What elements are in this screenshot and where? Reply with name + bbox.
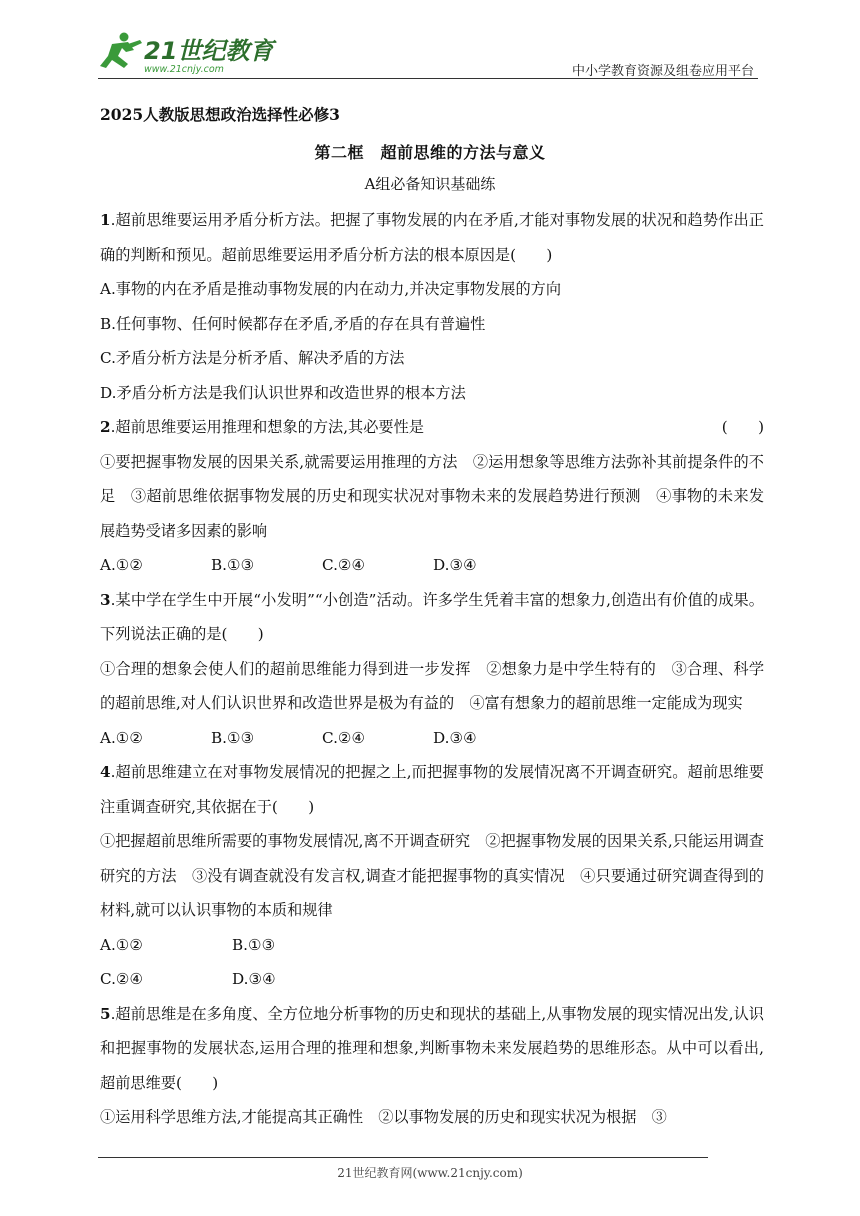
svg-text:21世纪教育: 21世纪教育 <box>144 37 274 65</box>
question-text: .超前思维要运用推理和想象的方法,其必要性是 <box>110 418 424 436</box>
option-a: A.事物的内在矛盾是推动事物发展的内在动力,并决定事物发展的方向 <box>100 280 562 298</box>
option-d: D.矛盾分析方法是我们认识世界和改造世界的根本方法 <box>100 383 466 402</box>
choice-row <box>100 721 764 756</box>
question-number: 1 <box>100 211 111 229</box>
page-header <box>98 30 758 80</box>
option-b: B.任何事物、任何时候都存在矛盾,矛盾的存在具有普遍性 <box>100 314 486 333</box>
choice-d: D.③④ <box>232 970 276 988</box>
choice-row <box>100 928 764 963</box>
question-text: .超前思维建立在对事物发展情况的把握之上,而把握事物的发展情况离不开调查研究。超前思维要注重调查研究,其依据在于( ) <box>100 763 764 816</box>
choice-c: C.②④ <box>322 728 366 747</box>
statement-items: ①要把握事物发展的因果关系,就需要运用推理的方法 ②运用想象等思维方法弥补其前提条件的不足 ③超前思维依据事物发展的历史和现实状况对事物未来的发展趋势进行预测 ④事物的未来发展趋势受诸多因素的影响 <box>100 452 764 540</box>
document-title: 2025人教版思想政治选择性必修3 <box>100 105 340 124</box>
header-divider <box>98 78 758 79</box>
logo-21cnjy <box>98 30 278 76</box>
footer-divider <box>98 1157 708 1158</box>
choice-d: D.③④ <box>433 728 477 747</box>
group-title: A组必备知识基础练 <box>364 175 496 193</box>
question-number: 2 <box>100 418 111 436</box>
question-number: 3 <box>100 590 111 609</box>
choice-b: B.①③ <box>211 728 255 747</box>
choice-a: A.①② <box>100 556 144 574</box>
choice-row <box>100 962 764 997</box>
choice-row <box>100 548 764 583</box>
choice-a: A.①② <box>100 728 144 747</box>
svg-text:www.21cnjy.com: www.21cnjy.com <box>144 64 224 75</box>
question-text: .超前思维是在多角度、全方位地分析事物的历史和现状的基础上,从事物发展的现实情况出发,认识和把握事物的发展状态,运用合理的推理和想象,判断事物未来发展趋势的思维形态。从中可以看出,超前思维要( ) <box>100 1004 764 1092</box>
choice-c: C.②④ <box>322 556 366 574</box>
question-stem <box>100 203 764 272</box>
question-text: .超前思维要运用矛盾分析方法。把握了事物发展的内在矛盾,才能对事物发展的状况和趋势作出正确的判断和预见。超前思维要运用矛盾分析方法的根本原因是( ) <box>100 211 764 264</box>
statement-items: ①把握超前思维所需要的事物发展情况,离不开调查研究 ②把握事物发展的因果关系,只能运用调查研究的方法 ③没有调查就没有发言权,调查才能把握事物的真实情况 ④只要通过研究调查得到的材料,就可以认识事物的本质和规律 <box>100 832 764 919</box>
choice-c: C.②④ <box>100 970 144 988</box>
choice-b: B.①③ <box>232 935 276 954</box>
choice-a: A.①② <box>100 935 144 954</box>
question-list <box>100 203 764 1135</box>
question-number: 5 <box>100 1004 111 1023</box>
question-stem <box>100 583 764 652</box>
option-c: C.矛盾分析方法是分析矛盾、解决矛盾的方法 <box>100 349 405 367</box>
section-title: 第二框 超前思维的方法与意义 <box>314 143 546 162</box>
statement-items: ①合理的想象会使人们的超前思维能力得到进一步发挥 ②想象力是中学生特有的 ③合理、科学的超前思维,对人们认识世界和改造世界是极为有益的 ④富有想象力的超前思维一定能成为现实 <box>100 659 764 712</box>
question-number: 4 <box>100 763 111 781</box>
question-stem <box>100 997 764 1101</box>
choice-d: D.③④ <box>433 556 477 574</box>
choice-b: B.①③ <box>211 556 255 574</box>
page-footer: 21世纪教育网(www.21cnjy.com) <box>337 1166 523 1180</box>
header-tagline: 中小学教育资源及组卷应用平台 <box>571 64 754 79</box>
answer-bracket: ( ) <box>721 418 764 436</box>
question-text: .某中学在学生中开展“小发明”“小创造”活动。许多学生凭着丰富的想象力,创造出有价值的成果。下列说法正确的是( ) <box>100 590 764 643</box>
question-stem <box>100 410 764 445</box>
statement-items: ①运用科学思维方法,才能提高其正确性 ②以事物发展的历史和现实状况为根据 ③ <box>100 1108 667 1126</box>
question-stem <box>100 755 764 824</box>
